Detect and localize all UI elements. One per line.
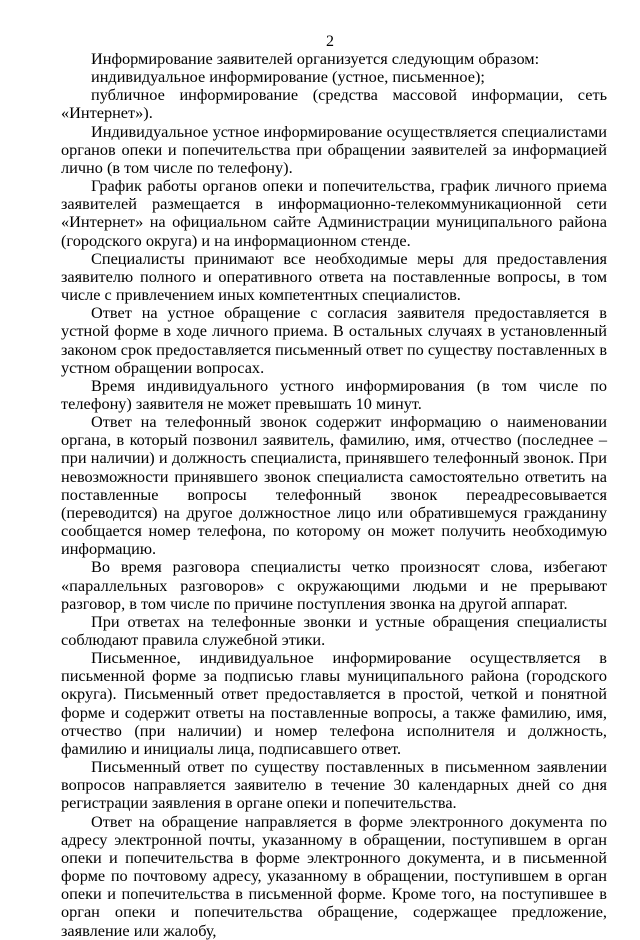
paragraph: публичное информирование (средства массовой информации, сеть «Интернет»). — [61, 85, 607, 123]
paragraph: Специалисты принимают все необходимые меры для предоставления заявителю полного и оперативного ответа на поставленные вопросы, в том числе с привлечением иных компетентных специалистов. — [61, 248, 607, 305]
paragraph: Информирование заявителей организуется следующим образом: — [91, 49, 540, 68]
paragraph: индивидуальное информирование (устное, письменное); — [91, 67, 485, 87]
page-number: 2 — [326, 33, 334, 50]
paragraph: Письменный ответ по существу поставленных в письменном заявлении вопросов направляется заявителю в течение 30 календарных дней со дня регистрации заявления в органе опеки и попечительства. — [61, 757, 607, 813]
paragraph: Во время разговора специалисты четко произносят слова, избегают «параллельных разговоров» с окружающими людьми и не прерывают разговор, в том числе по причине поступления звонка на другой аппарат. — [61, 557, 607, 613]
paragraph: Письменное, индивидуальное информирование осуществляется в письменной форме за подписью главы муниципального района (городского округа). Письменный ответ предоставляется в простой, четкой и понятной форме и содержит ответы на поставленные вопросы, а также фамилию, имя, отчество (при наличии) и номер телефона исполнителя и должность, фамилию и инициалы лица, подписавшего ответ. — [61, 648, 607, 758]
paragraph: График работы органов опеки и попечительства, график личного приема заявителей размещается в информационно-телекоммуникационной сети «Интернет» на официальном сайте Администрации муниципального района (городского округа) и на информационном стенде. — [61, 176, 607, 250]
paragraph: При ответах на телефонные звонки и устные обращения специалисты соблюдают правила служебной этики. — [61, 611, 607, 649]
paragraph: Ответ на телефонный звонок содержит информацию о наименовании органа, в который позвонил заявитель, фамилию, имя, отчество (последнее – при наличии) и должность специалиста, принявшего телефонный звонок. При невозможности принявшего звонок специалиста самостоятельно ответить на поставленные вопросы телефонный звонок переадресовывается (переводится) на другое должностное лицо или обратившемуся гражданину сообщается номер телефона, по которому он может получить необходимую информацию. — [61, 412, 607, 559]
paragraph: Ответ на устное обращение с согласия заявителя предоставляется в устной форме в ходе личного приема. В остальных случаях в установленный законом срок предоставляется письменный ответ по существу поставленных в устном обращении вопросах. — [61, 303, 608, 377]
paragraph: Индивидуальное устное информирование осуществляется специалистами органов опеки и попечительства при обращении заявителей за информацией лично (в том числе по телефону). — [61, 121, 607, 177]
paragraph: Ответ на обращение направляется в форме электронного документа по адресу электронной почты, указанному в обращении, поступившем в орган опеки и попечительства в форме электронного документа, и в письменной форме по почтовому адресу, указанному в обращении, поступившем в орган опеки и попечительства в письменной форме. Кроме того, на поступившее в орган опеки и попечительства обращение, содержащее предложение, заявление или жалобу, — [61, 811, 607, 940]
document-body — [61, 50, 607, 940]
paragraph: Время индивидуального устного информирования (в том числе по телефону) заявителя не может превышать 10 минут. — [61, 375, 607, 413]
